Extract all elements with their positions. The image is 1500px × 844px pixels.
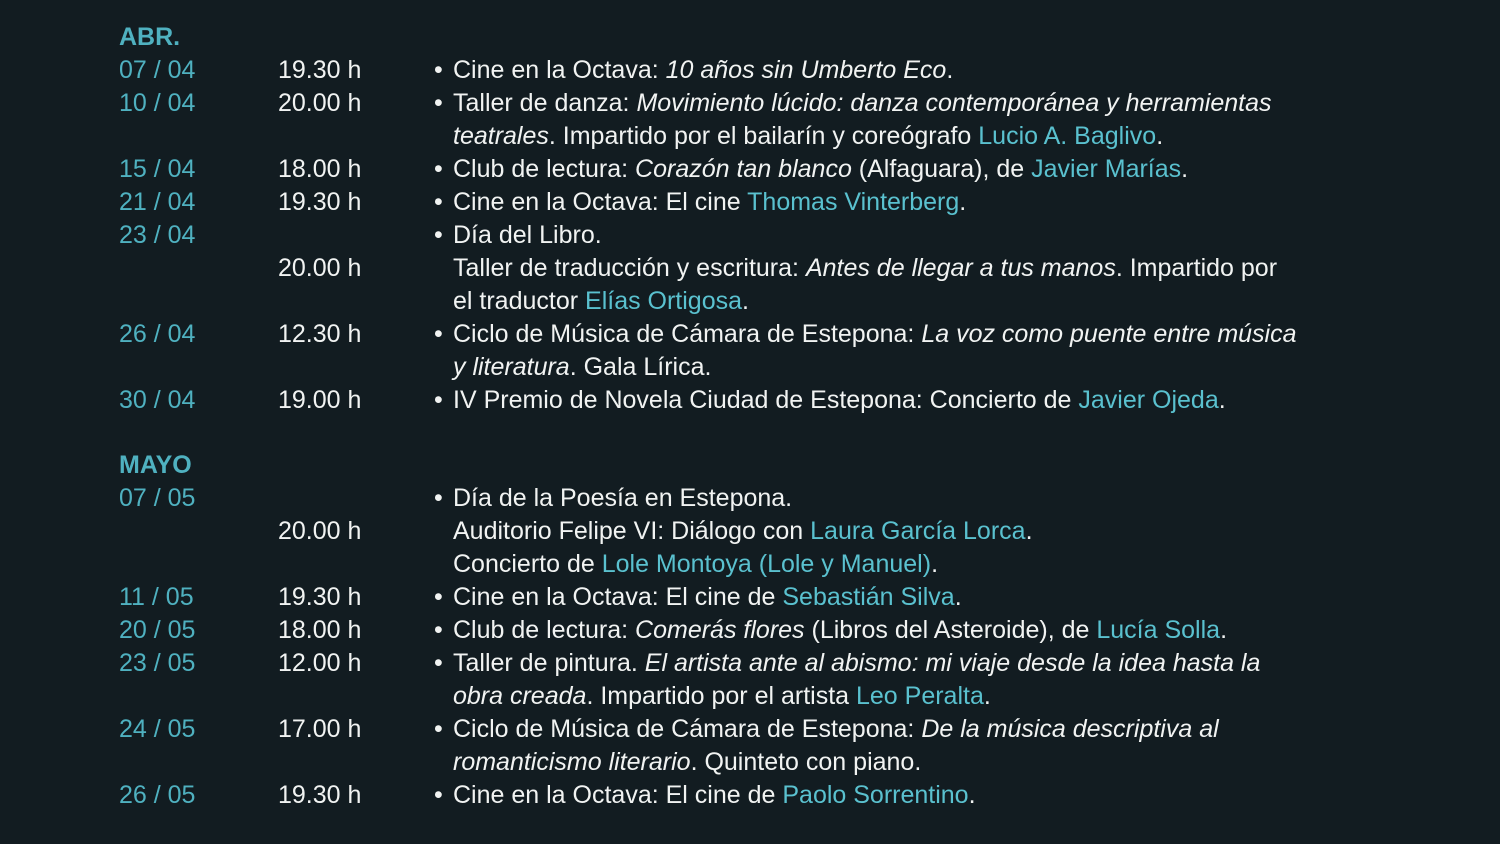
event-text: Taller de traducción y escritura: Antes de llegar a tus manos. Impartido por <box>453 254 1278 282</box>
event-time: 19.30 h <box>278 781 362 809</box>
event-row <box>0 713 1500 746</box>
event-time: 17.00 h <box>278 715 362 743</box>
event-time: 20.00 h <box>278 89 362 117</box>
event-text: Taller de danza: Movimiento lúcido: danza contemporánea y herramientas <box>453 89 1272 117</box>
bullet: • <box>434 320 443 348</box>
event-date: 10 / 04 <box>119 89 196 117</box>
event-time: 12.00 h <box>278 649 362 677</box>
event-text: romanticismo literario. Quinteto con piano. <box>453 748 922 776</box>
bullet: • <box>434 616 443 644</box>
person-name: Javier Ojeda <box>1078 386 1219 414</box>
event-text: Club de lectura: Comerás flores (Libros del Asteroide), de Lucía Solla. <box>453 616 1228 644</box>
event-date: 21 / 04 <box>119 188 196 216</box>
person-name: Lucía Solla <box>1096 616 1221 644</box>
month-label: MAYO <box>119 451 192 479</box>
person-name: Lole Montoya (Lole y Manuel) <box>601 550 932 578</box>
event-continuation <box>0 120 1500 153</box>
event-text: Cine en la Octava: El cine de Sebastián Silva. <box>453 583 962 611</box>
month-heading-april <box>0 21 1500 54</box>
event-text: Ciclo de Música de Cámara de Estepona: De la música descriptiva al <box>453 715 1219 743</box>
event-time: 19.00 h <box>278 386 362 414</box>
event-time: 19.30 h <box>278 583 362 611</box>
event-date: 07 / 04 <box>119 56 196 84</box>
event-text: IV Premio de Novela Ciudad de Estepona: Concierto de Javier Ojeda. <box>453 386 1226 414</box>
event-date: 26 / 05 <box>119 781 196 809</box>
event-row <box>0 614 1500 647</box>
event-date: 07 / 05 <box>119 484 196 512</box>
event-text: Club de lectura: Corazón tan blanco (Alfaguara), de Javier Marías. <box>453 155 1189 183</box>
event-subrow <box>0 252 1500 285</box>
event-continuation <box>0 285 1500 318</box>
person-name: Thomas Vinterberg <box>747 188 960 216</box>
event-row <box>0 647 1500 680</box>
event-date: 23 / 04 <box>119 221 196 249</box>
event-time: 20.00 h <box>278 254 362 282</box>
event-text: Día de la Poesía en Estepona. <box>453 484 793 512</box>
bullet: • <box>434 221 443 249</box>
event-date: 24 / 05 <box>119 715 196 743</box>
person-name: Javier Marías <box>1031 155 1182 183</box>
bullet: • <box>434 56 443 84</box>
bullet: • <box>434 715 443 743</box>
event-text: Cine en la Octava: El cine Thomas Vinterberg. <box>453 188 967 216</box>
event-row <box>0 581 1500 614</box>
event-continuation <box>0 680 1500 713</box>
bullet: • <box>434 781 443 809</box>
person-name: Lucio A. Baglivo <box>978 122 1157 150</box>
event-continuation <box>0 746 1500 779</box>
event-text: obra creada. Impartido por el artista Leo Peralta. <box>453 682 991 710</box>
event-time: 19.30 h <box>278 56 362 84</box>
event-text: Concierto de Lole Montoya (Lole y Manuel). <box>453 550 939 578</box>
event-date: 11 / 05 <box>119 583 194 611</box>
event-text: Taller de pintura. El artista ante al abismo: mi viaje desde la idea hasta la <box>453 649 1261 677</box>
bullet: • <box>434 583 443 611</box>
event-time: 12.30 h <box>278 320 362 348</box>
event-date: 20 / 05 <box>119 616 196 644</box>
bullet: • <box>434 484 443 512</box>
event-continuation <box>0 351 1500 384</box>
event-row <box>0 482 1500 515</box>
bullet: • <box>434 188 443 216</box>
person-name: Laura García Lorca <box>810 517 1026 545</box>
event-row <box>0 779 1500 812</box>
bullet: • <box>434 89 443 117</box>
event-subrow <box>0 515 1500 548</box>
bullet: • <box>434 649 443 677</box>
person-name: Sebastián Silva <box>782 583 955 611</box>
event-text: Auditorio Felipe VI: Diálogo con Laura García Lorca. <box>453 517 1033 545</box>
person-name: Leo Peralta <box>856 682 984 710</box>
person-name: Elías Ortigosa <box>585 287 743 315</box>
event-row <box>0 153 1500 186</box>
event-row <box>0 54 1500 87</box>
event-date: 26 / 04 <box>119 320 196 348</box>
event-text: Ciclo de Música de Cámara de Estepona: La voz como puente entre música <box>453 320 1297 348</box>
event-row <box>0 384 1500 417</box>
month-label: ABR. <box>119 23 181 51</box>
event-row <box>0 219 1500 252</box>
event-text: teatrales. Impartido por el bailarín y coreógrafo Lucio A. Baglivo. <box>453 122 1164 150</box>
event-text: Cine en la Octava: 10 años sin Umberto Eco. <box>453 56 954 84</box>
person-name: Paolo Sorrentino <box>782 781 969 809</box>
event-time: 19.30 h <box>278 188 362 216</box>
event-time: 18.00 h <box>278 155 362 183</box>
event-text: Día del Libro. <box>453 221 602 249</box>
bullet: • <box>434 155 443 183</box>
event-text: Cine en la Octava: El cine de Paolo Sorrentino. <box>453 781 976 809</box>
event-text: y literatura. Gala Lírica. <box>453 353 712 381</box>
event-continuation <box>0 548 1500 581</box>
event-time: 20.00 h <box>278 517 362 545</box>
event-text: el traductor Elías Ortigosa. <box>453 287 749 315</box>
event-date: 30 / 04 <box>119 386 196 414</box>
event-row <box>0 87 1500 120</box>
bullet: • <box>434 386 443 414</box>
event-date: 15 / 04 <box>119 155 196 183</box>
event-row <box>0 318 1500 351</box>
event-row <box>0 186 1500 219</box>
month-heading-may <box>0 449 1500 482</box>
event-date: 23 / 05 <box>119 649 196 677</box>
event-time: 18.00 h <box>278 616 362 644</box>
